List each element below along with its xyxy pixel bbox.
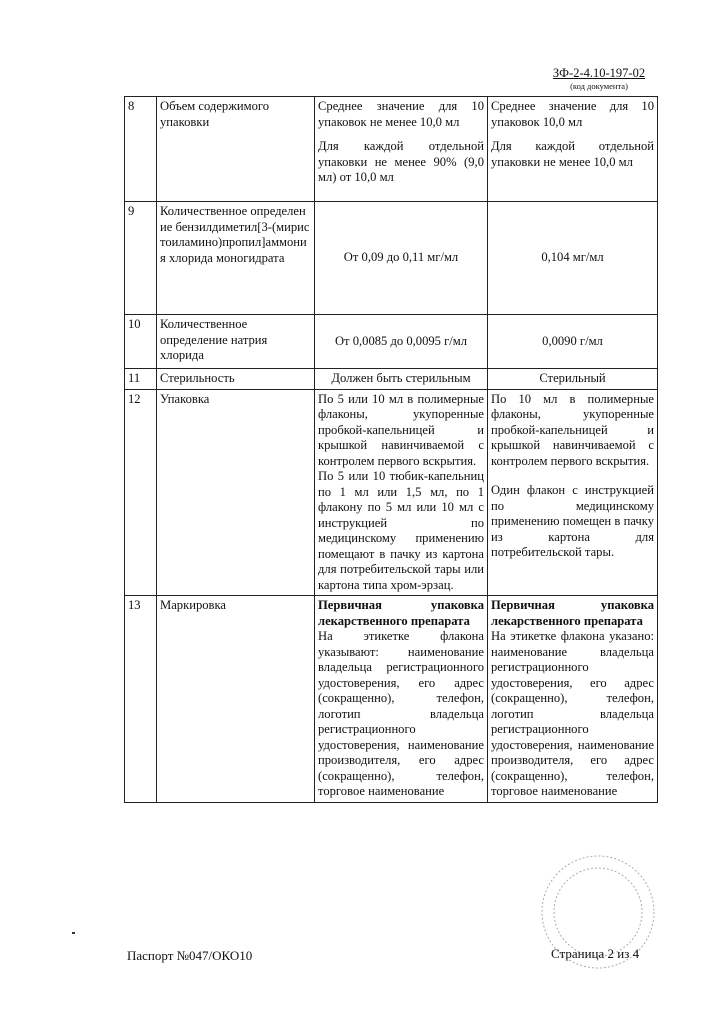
row-number: 13 [125,596,157,803]
requirement-cell [315,596,488,803]
document-code-block [540,66,658,91]
requirement-text: Среднее значение для 10 упаковок не менее 10,0 мл [318,99,484,129]
parameter-name: Объем содержимого упаковки [157,97,315,202]
result-text: Для каждой отдельной упаковки не менее 10,0 мл [491,139,654,169]
row-number: 10 [125,315,157,369]
result-cell: 0,0090 г/мл [488,315,658,369]
result-cell [488,596,658,803]
result-text: Один флакон с инструкцией по медицинскому применению помещен в пачку из картона для потребительской тары. [491,483,654,559]
table-row [125,97,658,202]
specification-table [124,96,658,803]
result-text: На этикетке флакона указано: наименование владельца регистрационного удостоверения, его адрес (сокращенно), телефон, логотип владельца регистрационного удостоверения, наименование производителя, его адрес (сокращенно), телефон, торговое наименование [491,629,654,798]
requirement-text: На этикетке флакона указывают: наименование владельца регистрационного удостоверения, его адрес (сокращенно), телефон, логотип владельца регистрационного удостоверения, наименование производителя, его адрес (сокращенно), телефон, торговое наименование [318,629,484,798]
requirement-cell: Должен быть стерильным [315,369,488,390]
result-text: По 10 мл в полимерные флаконы, укупоренные пробкой-капельницей и крышкой навинчиваемой с контролем первого вскрытия. [491,391,654,468]
parameter-name: Стерильность [157,369,315,390]
document-code-label: (код документа) [570,81,628,91]
parameter-name: Количественное определение натрия хлорида [157,315,315,369]
scan-mark [72,932,75,934]
table-row [125,369,658,390]
requirement-text: По 5 или 10 мл в полимерные флаконы, укупоренные пробкой-капельницей и крышкой навинчиваемой с контролем первого вскрытия. [318,391,484,468]
result-cell: Стерильный [488,369,658,390]
requirement-cell [315,97,488,202]
requirement-subtitle: Первичная упаковка лекарственного препарата [318,598,484,628]
result-subtitle: Первичная упаковка лекарственного препарата [491,598,654,628]
result-text: Среднее значение для 10 упаковок 10,0 мл [491,99,654,129]
row-number: 12 [125,389,157,596]
row-number: 8 [125,97,157,202]
result-cell [488,389,658,596]
table-row [125,202,658,315]
parameter-name: Упаковка [157,389,315,596]
result-cell [488,97,658,202]
table-row [125,315,658,369]
requirement-cell: От 0,09 до 0,11 мг/мл [315,202,488,315]
table-row [125,596,658,803]
table-row [125,389,658,596]
page-number: Страница 2 из 4 [551,946,640,961]
requirement-text: Для каждой отдельной упаковки не менее 90% (9,0 мл) от 10,0 мл [318,139,484,184]
document-code: ЗФ-2-4.10-197-02 [552,66,646,80]
row-number: 11 [125,369,157,390]
parameter-name-text: Количественное определение бензилдиметил[3-(миристоиламино)пропил]аммония хлорида моногидрата [160,204,310,265]
row-number: 9 [125,202,157,315]
requirement-cell: От 0,0085 до 0,0095 г/мл [315,315,488,369]
requirement-cell [315,389,488,596]
parameter-name [157,202,315,315]
parameter-name: Маркировка [157,596,315,803]
requirement-text: По 5 или 10 тюбик-капельниц по 1 мл или 1,5 мл, по 1 флакону по 5 мл или 10 мл с инструкцией по медицинскому применению помещают в пачку из картона для потребительской тары или картона типа хром-эрзац. [318,469,484,592]
passport-number: Паспорт №047/ОКО10 [127,948,253,963]
result-cell: 0,104 мг/мл [488,202,658,315]
